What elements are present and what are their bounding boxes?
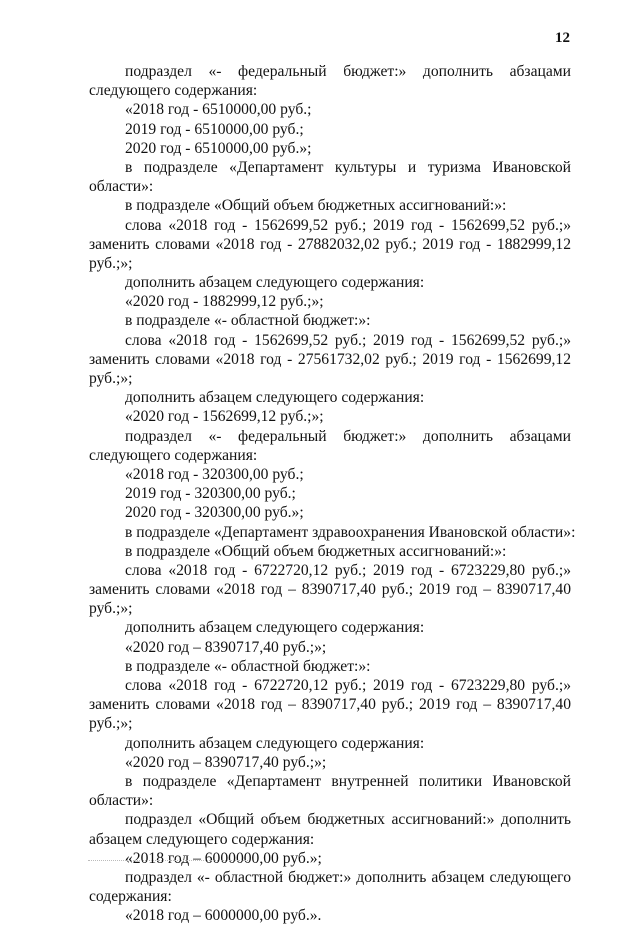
text-line: дополнить абзацем следующего содержания:: [125, 619, 425, 637]
text-line: слова «2018 год - 6722720,12 руб.; 2019 год - 6723229,80 руб.;»: [125, 561, 571, 579]
text-line: подраздел «Общий объем бюджетных ассигнований:» дополнить: [125, 811, 571, 829]
text-line: «2020 год - 1562699,12 руб.;»;: [125, 408, 324, 426]
text-line: «2020 год – 8390717,40 руб.;»;: [125, 638, 327, 656]
text-line: руб.;»;: [89, 600, 133, 618]
text-line: «2020 год – 8390717,40 руб.;»;: [125, 753, 327, 771]
text-line: в подразделе «Департамент внутренней политики Ивановской: [125, 772, 571, 790]
text-line: слова «2018 год - 1562699,52 руб.; 2019 год - 1562699,52 руб.;»: [125, 331, 571, 349]
page-number: 12: [555, 30, 570, 46]
text-line: в подразделе «Департамент здравоохранения Ивановской области»:: [125, 523, 576, 541]
text-line: следующего содержания:: [89, 82, 258, 100]
text-line: в подразделе «- областной бюджет:»:: [125, 312, 371, 330]
text-line: в подразделе «- областной бюджет:»:: [125, 657, 371, 675]
text-line: в подразделе «Департамент культуры и туризма Ивановской: [125, 158, 571, 176]
text-line: заменить словами «2018 год – 8390717,40 руб.; 2019 год – 8390717,40: [89, 581, 571, 599]
text-line: «2018 год – 6000000,00 руб.».: [125, 907, 322, 925]
text-line: содержания:: [89, 888, 172, 906]
text-line: 2020 год - 6510000,00 руб.»;: [125, 139, 312, 157]
text-line: «2018 год - 6510000,00 руб.;: [125, 101, 312, 119]
text-line: слова «2018 год - 1562699,52 руб.; 2019 год - 1562699,52 руб.;»: [125, 216, 571, 234]
text-line: «2018 год - 320300,00 руб.;: [125, 465, 304, 483]
text-line: подраздел «- федеральный бюджет:» дополнить абзацами: [125, 427, 571, 445]
text-line: подраздел «- областной бюджет:» дополнить абзацем следующего: [125, 868, 571, 886]
text-line: дополнить абзацем следующего содержания:: [125, 734, 425, 752]
text-line: «2018 год – 6000000,00 руб.»;: [125, 849, 322, 867]
text-line: 2019 год - 320300,00 руб.;: [125, 485, 296, 503]
scan-artifact-line: [88, 860, 248, 862]
text-line: слова «2018 год - 6722720,12 руб.; 2019 год - 6723229,80 руб.;»: [125, 677, 571, 694]
document-body: [89, 62, 576, 925]
text-line: дополнить абзацем следующего содержания:: [125, 389, 425, 407]
text-line: руб.;»;: [89, 715, 133, 733]
text-line: руб.;»;: [89, 370, 133, 387]
text-line: области»:: [89, 178, 154, 196]
text-line: в подразделе «Общий объем бюджетных ассигнований:»:: [125, 197, 507, 215]
text-line: 2020 год - 320300,00 руб.»;: [125, 504, 304, 522]
text-line: заменить словами «2018 год – 8390717,40 руб.; 2019 год – 8390717,40: [89, 696, 571, 714]
text-line: области»:: [89, 792, 154, 810]
text-line: следующего содержания:: [89, 446, 258, 464]
text-line: «2020 год - 1882999,12 руб.;»;: [125, 293, 324, 311]
text-line: руб.;»;: [89, 254, 133, 272]
text-line: 2019 год - 6510000,00 руб.;: [125, 120, 304, 138]
text-line: заменить словами «2018 год - 27561732,02 руб.; 2019 год - 1562699,12: [89, 350, 571, 368]
text-line: дополнить абзацем следующего содержания:: [125, 274, 425, 292]
text-line: в подразделе «Общий объем бюджетных ассигнований:»:: [125, 542, 507, 560]
text-line: подраздел «- федеральный бюджет:» дополнить абзацами: [125, 63, 571, 80]
text-line: заменить словами «2018 год - 27882032,02 руб.; 2019 год - 1882999,12: [89, 235, 571, 253]
text-line: абзацем следующего содержания:: [89, 830, 315, 848]
